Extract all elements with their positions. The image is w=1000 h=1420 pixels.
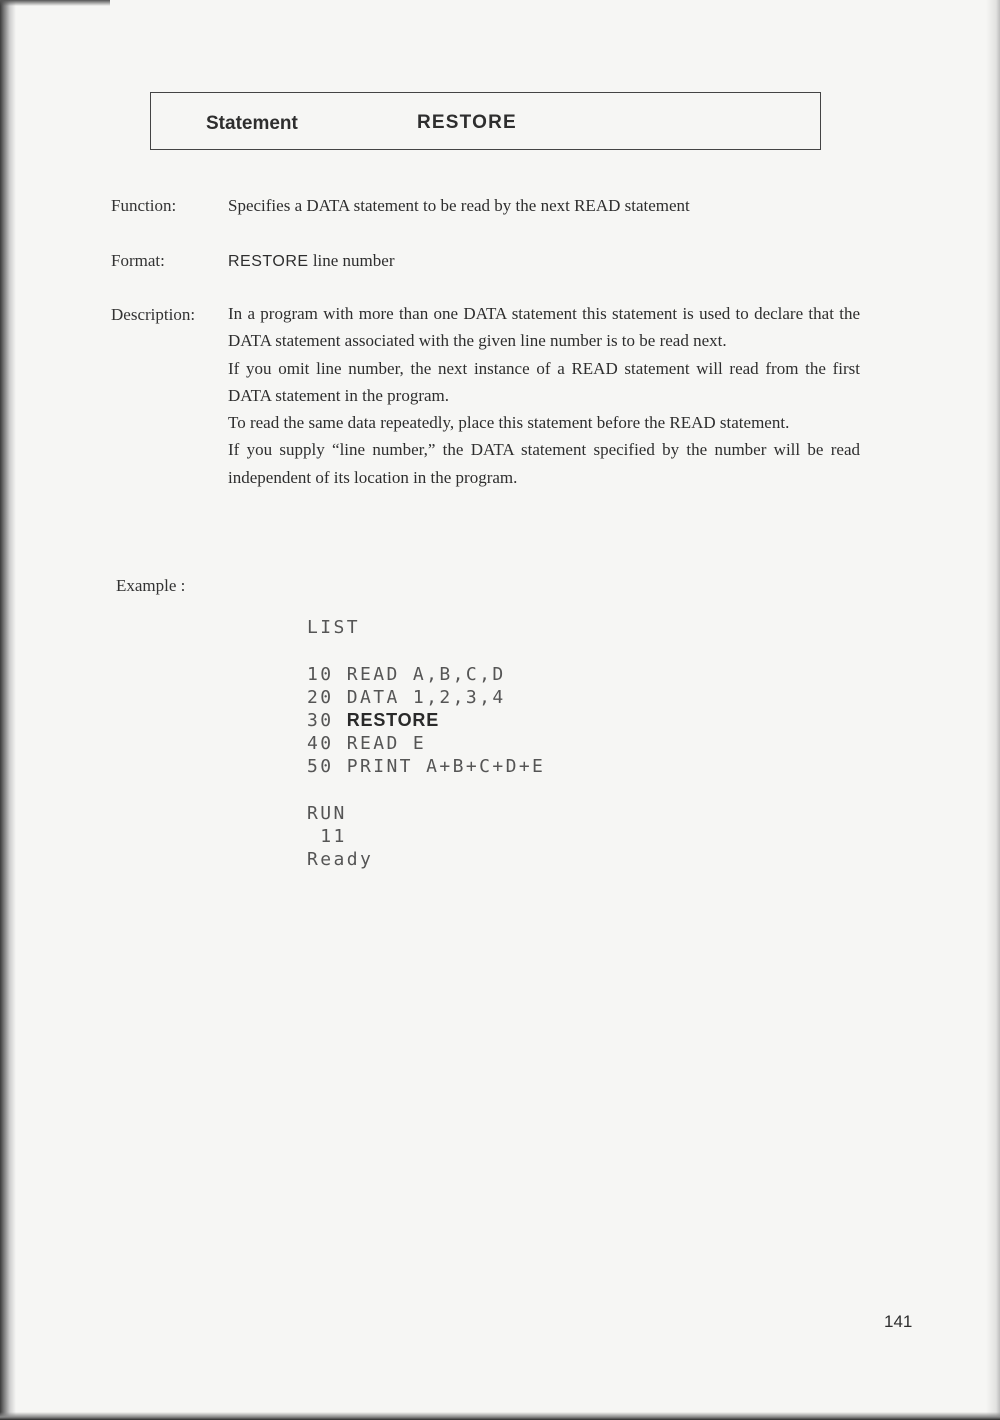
description-paragraph: If you omit line number, the next instance of a READ statement will read from the first DATA statement in the program. — [228, 358, 860, 405]
statement-header-box — [150, 92, 821, 150]
code-line — [307, 687, 506, 708]
example-label: Example : — [116, 576, 186, 595]
description-paragraph: In a program with more than one DATA statement this statement is used to declare that the DATA statement associated with the given line number is to be read next. — [228, 304, 860, 351]
code-line-number: 30 — [307, 710, 334, 731]
format-label: Format: — [111, 251, 165, 270]
page-bottom-edge — [0, 1412, 1000, 1420]
page-right-edge — [986, 0, 1000, 1420]
code-output: 11 — [307, 826, 347, 847]
description-label: Description: — [111, 305, 196, 324]
book-spine-shadow — [0, 0, 16, 1420]
format-keyword: RESTORE — [228, 253, 309, 270]
code-list-command: LIST — [307, 617, 360, 638]
code-line-number: 50 — [307, 756, 334, 777]
code-line-statement: DATA 1,2,3,4 — [346, 687, 506, 708]
page-number: 141 — [884, 1312, 913, 1331]
code-line-number: 40 — [307, 733, 334, 754]
header-label: Statement — [206, 113, 298, 134]
code-ready-prompt: Ready — [307, 849, 374, 870]
function-label: Function: — [111, 196, 177, 215]
format-text — [228, 247, 860, 275]
code-line-statement: READ A,B,C,D — [346, 664, 506, 685]
code-line — [307, 733, 426, 754]
code-line — [307, 710, 439, 731]
format-argument: line number — [308, 251, 395, 270]
description-text — [228, 300, 860, 491]
code-line — [307, 664, 506, 685]
code-line-number: 20 — [307, 687, 334, 708]
code-line-statement: RESTORE — [346, 710, 440, 730]
code-line-statement: READ E — [346, 733, 427, 754]
function-text: Specifies a DATA statement to be read by the next READ statement — [228, 196, 690, 215]
description-paragraph: To read the same data repeatedly, place this statement before the READ statement. — [228, 413, 790, 433]
code-line-statement: PRINT A+B+C+D+E — [346, 756, 546, 777]
page-top-edge — [0, 0, 110, 6]
description-paragraph: If you supply “line number,” the DATA statement specified by the number will be read independent of its location in the program. — [228, 440, 860, 487]
code-line-number: 10 — [307, 664, 334, 685]
code-run-command: RUN — [307, 803, 347, 824]
statement-name: RESTORE — [417, 112, 517, 133]
code-line — [307, 756, 545, 777]
